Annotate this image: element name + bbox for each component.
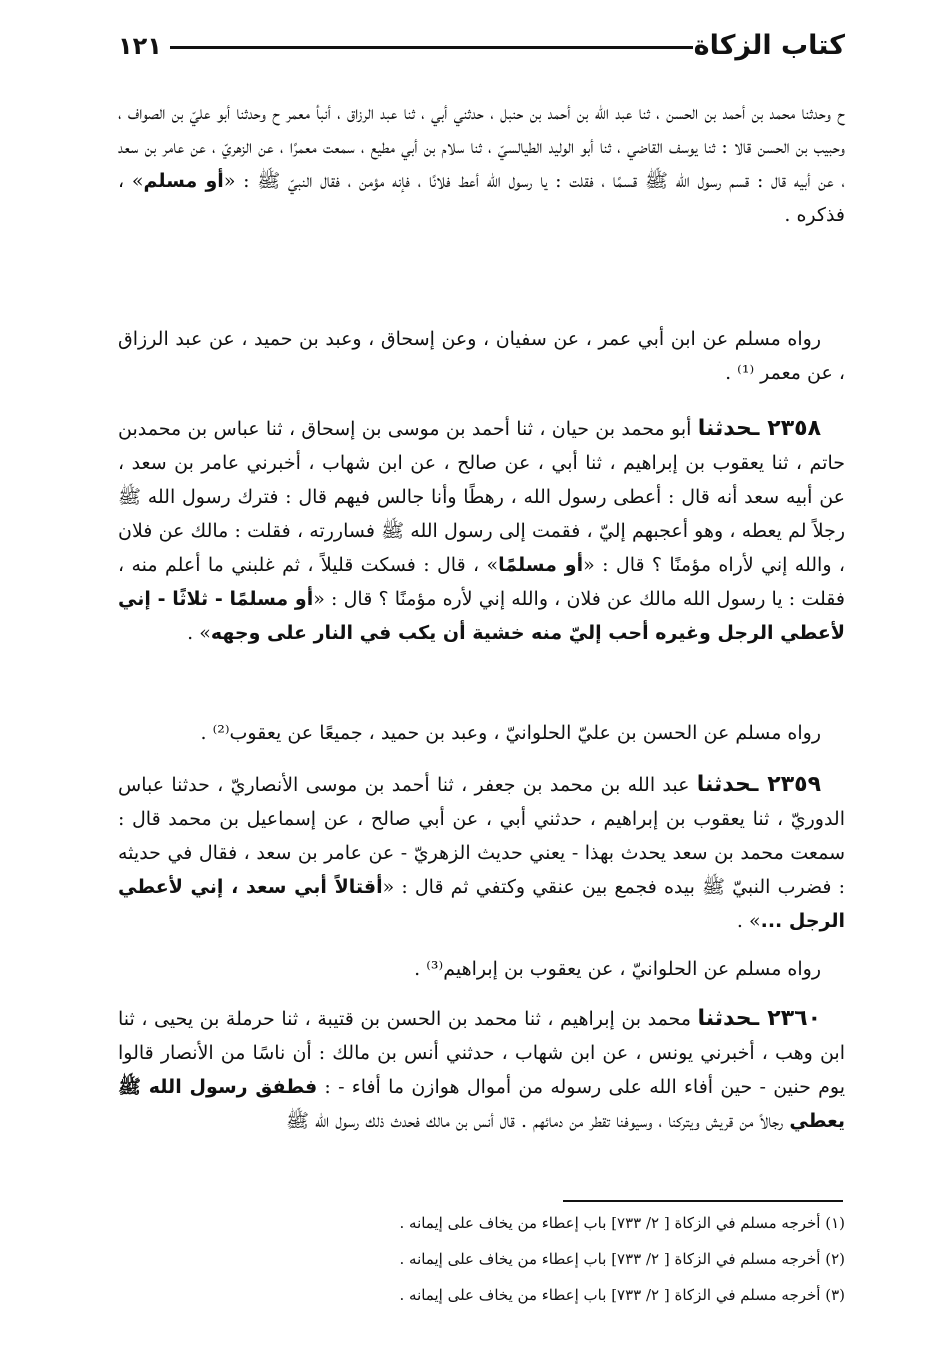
hadith-haddathana: حدثنا [697, 1006, 752, 1031]
narration-note: رواه مسلم عن ابن أبي عمر ، عن سفيان ، وعن إسحاق ، وعبد بن حميد ، عن عبد الرزاق ، عن معمر ⁽¹⁾ . [118, 328, 845, 384]
footnote-3: (٣) أخرجه مسلم في الزكاة [ ٢/ ٧٣٣] باب إعطاء من يخاف على إيمانه . [399, 1286, 845, 1304]
page-header [118, 30, 845, 70]
hadith-2359 [118, 768, 845, 938]
footnote-divider [563, 1200, 843, 1202]
footnote-2: (٢) أخرجه مسلم في الزكاة [ ٢/ ٧٣٣] باب إعطاء من يخاف على إيمانه . [399, 1250, 845, 1268]
hadith-mid: » ، قال : فسكت قليلاً ، ثم غلبني ما أعلم منه ، فقلت : يا رسول الله مالك عن فلان ، والله إني لأره مؤمنًا ؟ قال : « [118, 554, 845, 610]
page-number: ١٢١ [118, 32, 162, 60]
hadith-text: محمد بن إبراهيم ، ثنا محمد بن الحسن بن قتيبة ، ثنا حرملة بن يحيى ، ثنا ابن وهب ، أخبرني يونس ، عن ابن شهاب ، حدثني أنس بن مالك : أن ناسًا من الأنصار قالوا يوم حنين - حين أفاء الله على رسوله من أموال هوازن ما أفاء - : [118, 1008, 846, 1098]
hadith-tail: رجالاً من قريش ويتركنا ، وسيوفنا تقطر من دمائهم . قال أنس بن مالك فحدث ذلك رسول الله ﷺ [286, 1110, 784, 1132]
isnad-paragraph [118, 96, 845, 232]
hadith-tail: » . [187, 622, 211, 644]
hadith-number: ٢٣٥٨ ـ [751, 416, 821, 441]
hadith-haddathana: حدثنا [696, 772, 751, 797]
hadith-number: ٢٣٥٩ ـ [750, 772, 821, 797]
hadith-number: ٢٣٦٠ ـ [751, 1006, 821, 1031]
hadith-tail: » . [736, 910, 761, 932]
hadith-bold: أقتالاً أبي سعد ، إني لأعطي الرجل ... [118, 876, 845, 932]
hadith-bold-2: أو مسلمًا - ثلاثًا - إني لأعطي الرجل وغيره أحب إليّ منه خشية أن يكب في النار على وجهه [118, 588, 845, 644]
hadith-text: أبو محمد بن حيان ، ثنا أحمد بن موسى بن إسحاق ، ثنا عباس بن محمدبن حاتم ، ثنا يعقوب بن إبراهيم ، ثنا أبي ، عن صالح ، عن ابن شهاب ، أخبرني عامر بن سعد ، عن أبيه سعد أنه قال : أعطى رسول الله ، رهطًا وأنا جالس فيهم قال : فترك رسول الله ﷺ رجلاً لم يعطه ، وهو أعجبهم إليّ ، فقمت إلى رسول الله ﷺ فساررته ، فقلت : مالك عن فلان ، والله إني لأراه مؤمنًا ؟ قال : « [118, 418, 846, 576]
narration-note: رواه مسلم عن الحسن بن عليّ الحلوانيّ ، وعبد بن حميد ، جميعًا عن يعقوب⁽²⁾ . [200, 722, 821, 744]
isnad-tail: » ، فذكره . [118, 170, 845, 226]
quote-bold: أو مسلم [143, 170, 224, 192]
hadith-2358 [118, 412, 845, 650]
hadith-text: عبد الله بن محمد بن جعفر ، ثنا أحمد بن موسى الأنصاريّ ، حدثنا عباس الدوريّ ، ثنا يعقوب بن إبراهيم ، حدثني أبي ، عن أبي صالح ، عن إسماعيل بن محمد قال : سمعت محمد بن سعد يحدث بهذا - يعني حديث الزهريّ - عن عامر بن سعد ، فقال في حديثه : فضرب النبيّ ﷺ بيده فجمع بين عنقي وكتفي ثم قال : « [118, 774, 846, 898]
hadith-bold-1: أو مسلمًا [498, 554, 584, 576]
narration-note: رواه مسلم عن الحلوانيّ ، عن يعقوب بن إبراهيم⁽³⁾ . [414, 958, 821, 980]
hadith-haddathana: حدثنا [697, 416, 752, 441]
hadith-2360 [118, 1002, 845, 1138]
hadith-bold: فطفق رسول الله ﷺ يعطي [118, 1076, 845, 1132]
header-rule [170, 46, 693, 49]
footnote-1: (١) أخرجه مسلم في الزكاة [ ٢/ ٧٣٣] باب إعطاء من يخاف على إيمانه . [399, 1214, 845, 1232]
isnad-text: ح وحدثنا محمد بن أحمد بن الحسن ، ثنا عبد الله بن أحمد بن حنبل ، حدثني أبي ، ثنا عبد الرزاق ، أنبأ معمر ح وحدثنا أبو عليّ بن الصواف ، وحبيب بن الحسن قالا : ثنا يوسف القاضي ، ثنا أبو الوليد الطيالسيّ ، ثنا سلام بن أبي مطيع ، سمعت معمرًا ، عن الزهريّ ، عن عامر بن سعد ، عن أبيه قال : قسم رسول الله ﷺ قسمًا ، فقلت : يا رسول الله أعط فلانًا ، فإنه مؤمن ، فقال النبيّ ﷺ : « [118, 102, 845, 192]
book-title: كتاب الزكاة [693, 30, 845, 61]
